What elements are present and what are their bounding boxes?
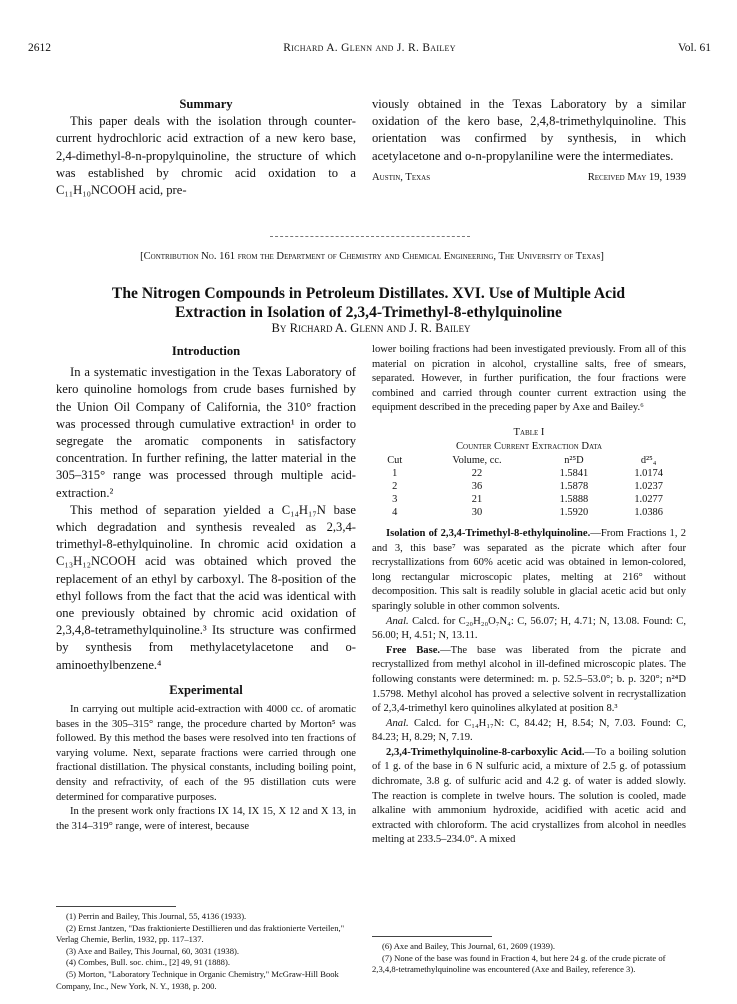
footnote-5: (5) Morton, "Laboratory Technique in Organic Chemistry," McGraw-Hill Book Company, Inc., New York, N. Y., 1938, p. 200.	[56, 968, 339, 991]
table-cell: 1.5841	[559, 467, 589, 479]
table-cell: 4	[392, 506, 398, 518]
table-header-cell: Cut	[387, 454, 403, 466]
table-cell: 1.0237	[634, 480, 663, 492]
volume-number: Vol. 61	[677, 42, 711, 54]
left-footnotes	[56, 906, 356, 992]
table-cell: 3	[392, 493, 398, 505]
footnote-1: (1) Perrin and Bailey, This Journal, 55, 4136 (1933).	[66, 911, 247, 921]
isolation-paragraph	[372, 527, 686, 615]
table-cell: 1.5878	[559, 480, 589, 492]
table-cell: 1.5920	[559, 506, 589, 518]
prev-summary-left	[56, 96, 356, 199]
table-cell: 36	[471, 480, 483, 492]
article-title-line-2: Extraction in Isolation of 2,3,4-Trimethyl-8-ethylquinoline	[175, 304, 562, 321]
section-divider	[270, 236, 470, 237]
running-title: Richard A. Glenn and J. R. Bailey	[283, 42, 456, 54]
introduction-section	[56, 343, 356, 674]
experimental-paragraph-2: In the present work only fractions IX 14, IX 15, X 12 and X 13, in the 314–319° range, were of interest, because	[56, 806, 356, 832]
right-column	[372, 343, 686, 848]
table-row	[372, 493, 686, 506]
table-label: Table I	[513, 426, 545, 438]
table-1	[372, 426, 686, 519]
summary-text-left: This paper deals with the isolation through counter-current hydrochloric acid extraction of a new kero base, 2,4-dimethyl-8-n-propylquinoline, the structure of which was established by chromic acid oxidation to a C₁₁H₁₀NCOOH acid, pre-	[56, 114, 356, 198]
experimental-section	[56, 703, 356, 834]
prev-summary-right	[372, 96, 686, 186]
table-cell: 30	[471, 506, 483, 518]
free-base-anal-label: Anal.	[386, 717, 409, 729]
isolation-text: —From Fractions 1, 2 and 3, this base⁷ was separated as the picrate which after four recrystallizations from 60% acetic acid was obtained in lemon-colored, long rectangular microscopic plates, melting at 216° without decomposition. This salt is readily soluble in glacial acetic acid but only sparingly soluble in other common solvents.	[372, 527, 686, 612]
introduction-heading: Introduction	[171, 344, 241, 358]
free-base-analysis	[372, 717, 686, 746]
footnote-2: (2) Ernst Jantzen, "Das fraktionierte Destillieren und das fraktionierte Verteilen," Verlag Chemie, Berlin, 1932, pp. 117–137.	[56, 922, 345, 945]
summary-heading: Summary	[179, 97, 233, 111]
footnote-3: (3) Axe and Bailey, This Journal, 60, 3031 (1938).	[66, 945, 240, 956]
table-cell: 2	[392, 480, 398, 492]
table-grid	[372, 454, 686, 519]
left-column	[56, 343, 356, 834]
footnote-rule	[56, 906, 176, 907]
signature-row	[372, 169, 686, 186]
right-footnotes	[372, 936, 686, 976]
table-row	[372, 480, 686, 493]
byline: By Richard A. Glenn and J. R. Bailey	[271, 321, 471, 335]
footnote-4: (4) Combes, Bull. soc. chim., [2] 49, 91 (1888).	[66, 957, 230, 968]
introduction-paragraph-2: This method of separation yielded a C₁₄H₁₇N base which degradation and synthesis revealed as 2,3,4-trimethyl-8-ethylquinoline. In chromic acid oxidation a C₁₃H₁₂NCOOH acid was obtained which proved the replacement of an ethyl by carboxyl. The 8-position of the ethyl follows from the fact that the acid was identical with one previously obtained by chromic acid oxidation of 2,3,4,8-tetramethylquinoline.³ Its structure was confirmed by synthesis from methylacetylacetone and o-aminoethylbenzene.⁴	[56, 502, 356, 672]
footnote-6: (6) Axe and Bailey, This Journal, 61, 2609 (1939).	[382, 941, 556, 951]
experimental-heading-wrap	[56, 682, 356, 699]
table-cell: 1.0386	[634, 506, 663, 518]
table-row	[372, 506, 686, 519]
isolation-heading: Isolation of 2,3,4-Trimethyl-8-ethylquinoline.	[386, 527, 591, 539]
table-header-row	[372, 454, 686, 467]
contribution-line: [Contribution No. 161 from the Department of Chemistry and Chemical Engineering, The University of Texas]	[140, 251, 604, 262]
carboxylic-text: —To a boiling solution of 1 g. of the base in 6 N sulfuric acid, a mixture of 2.5 g. of potassium dichromate, 3.8 g. of sulfuric acid and 4.2 g. of water is added slowly. The reaction is complete in twelve hours. The solution is cooled, made alkaline with ammonium hydroxide, acidified with acetic acid and extracted with chloroform. The acid crystallizes from alcohol in needles melting at 233.5–234.0°. A mixed	[372, 746, 687, 846]
carboxylic-paragraph	[372, 746, 686, 848]
free-base-paragraph	[372, 644, 686, 717]
right-intro-section	[372, 343, 686, 416]
summary-text-right: viously obtained in the Texas Laboratory by a similar oxidation of the kero base, 2,4,8-trimethylquinoline. This orientation was confirmed by synthesis, in which acetylacetone and o-n-propylaniline were the intermediates.	[372, 97, 686, 163]
article-title	[40, 284, 697, 322]
experimental-heading: Experimental	[169, 682, 243, 697]
table-cell: 1.0174	[634, 467, 663, 479]
location: Austin, Texas	[372, 171, 431, 183]
footnote-list-left	[56, 911, 356, 992]
carboxylic-heading: 2,3,4-Trimethylquinoline-8-carboxylic Acid.	[386, 746, 585, 758]
table-cell: 21	[471, 493, 483, 505]
table-row	[372, 467, 686, 480]
received-date: Received May 19, 1939	[587, 171, 686, 183]
right-intro-text: lower boiling fractions had been investigated previously. From all of this material on picration in alcohol, crystalline salts, free of smears, separated. However, in further purification, the four fractions were combined and carried through counter current extraction using the equipment described in the preceding paper by Axe and Bailey.⁶	[372, 344, 686, 414]
table-header-cell: d²⁵₄	[640, 454, 657, 466]
table-cell: 1.5888	[559, 493, 589, 505]
footnote-rule	[372, 936, 492, 937]
running-head	[28, 42, 711, 58]
table-cell: 22	[471, 467, 483, 479]
article-title-line-1: The Nitrogen Compounds in Petroleum Distillates. XVI. Use of Multiple Acid	[111, 285, 626, 302]
free-base-heading: Free Base.	[386, 644, 441, 656]
footnote-7: (7) None of the base was found in Fraction 4, but here 24 g. of the crude picrate of 2,3,4,8-tetramethylquinoline was encountered (Axe and Bailey, reference 3).	[372, 952, 666, 975]
isolation-anal-text: Calcd. for C₂₀H₂₀O₇N₄: C, 56.07; H, 4.71; N, 13.08. Found: C, 56.00; H, 4.51; N, 13.11.	[372, 615, 686, 642]
free-base-anal-text: Calcd. for C₁₄H₁₇N: C, 84.42; H, 8.54; N, 7.03. Found: C, 84.23; H, 8.29; N, 7.19.	[372, 717, 686, 744]
isolation-anal-label: Anal.	[386, 615, 409, 627]
table-cell: 1.0277	[634, 493, 663, 505]
experimental-paragraph-1: In carrying out multiple acid-extraction with 4000 cc. of aromatic bases in the 305–315° range, the procedure charted by Morton⁵ was followed. By this method the bases were resolved into ten fractions of varying volume. Next, separate fractions were carried through one fractional distillation. The physical constants, including boiling point, density and refractivity, of each of the 95 distillation cuts were determined for comparative purposes.	[56, 704, 356, 803]
table-cell: 1	[392, 467, 398, 479]
footnote-list-right	[372, 941, 686, 976]
table-header-cell: n²⁵D	[564, 454, 584, 466]
table-header-cell: Volume, cc.	[452, 454, 502, 466]
free-base-text: —The base was liberated from the picrate and recrystallized from methyl alcohol in ill-defined microscopic plates. The following constants were determined: m. p. 52.5–53.0°; b. p. 320°; n²⁴D 1.5798. Methyl alcohol has proved a selective solvent in recrystallization of 2,3,4-trimethyl kero quinolines alkylated at position 8.³	[372, 644, 686, 715]
page-number: 2612	[28, 42, 51, 54]
introduction-paragraph-1: In a systematic investigation in the Texas Laboratory of kero quinoline homologs from crude bases furnished by the Union Oil Company of California, the 310° fraction was processed through cumulative extraction¹ in order to segregate the aromatic components in satisfactory concentration. In further refining, the latter material in the 305–315° range was processed through multiple acid-extraction.²	[56, 365, 356, 500]
table-caption: Counter Current Extraction Data	[455, 440, 603, 452]
isolation-section	[372, 527, 686, 848]
isolation-analysis	[372, 615, 686, 644]
